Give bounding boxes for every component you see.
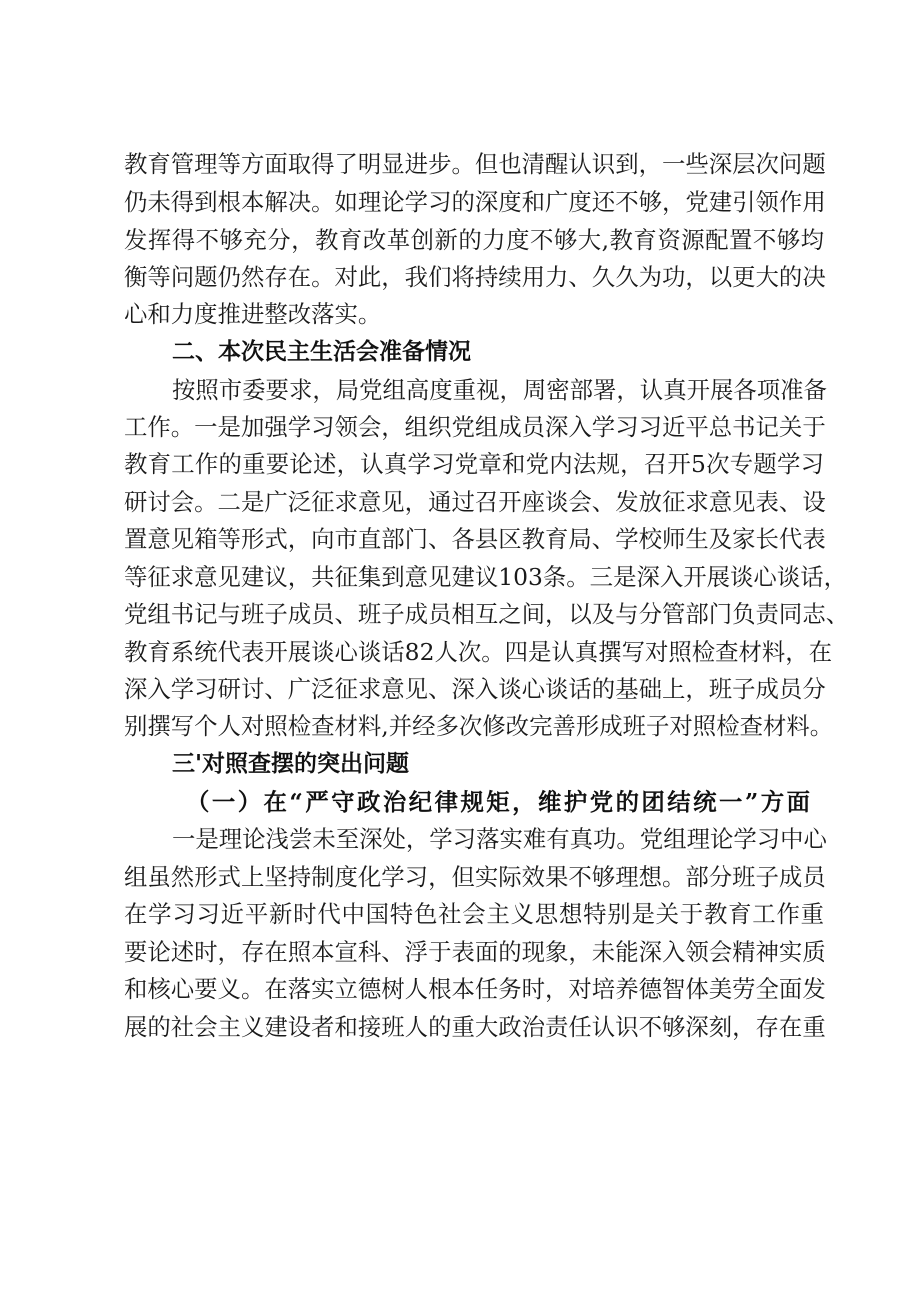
section3-line: 在学习习近平新时代中国特色社会主义思想特别是关于教育工作重 [124, 900, 824, 928]
intro-line: 发挥得不够充分，教育改革创新的力度不够大,教育资源配置不够均 [124, 226, 824, 254]
section2-line: 置意见箱等形式，向市直部门、各县区教育局、学校师生及家长代表 [124, 525, 826, 553]
section3-heading: 三'对照查摆的突出问题 [172, 751, 410, 777]
section2-line: 工作。一是加强学习领会，组织党组成员深入学习习近平总书记关于 [124, 413, 826, 441]
section2-line: 别撰写个人对照检查材料,并经多次修改完善形成班子对照检查材料。 [124, 712, 834, 740]
section2-line: 按照市委要求，局党组高度重视，周密部署，认真开展各项准备 [172, 376, 827, 404]
section3-line: 一是理论浅尝未至深处，学习落实难有真功。党组理论学习中心 [172, 825, 827, 853]
section3-line: 组虽然形式上坚持制度化学习，但实际效果不够理想。部分班子成员 [124, 863, 826, 891]
section2-line: 研讨会。二是广泛征求意见，通过召开座谈会、发放征求意见表、设 [124, 488, 826, 516]
section3-subheading: （一）在“严守政治纪律规矩，维护党的团结统一”方面 [186, 788, 810, 816]
section2-line: 党组书记与班子成员、班子成员相互之间，以及与分管部门负责同志、 [124, 600, 850, 628]
intro-line: 衡等问题仍然存在。对此，我们将持续用力、久久为功，以更大的决 [124, 263, 826, 291]
section3-line: 和核心要义。在落实立德树人根本任务时，对培养德智体美劳全面发 [124, 975, 826, 1003]
section3-line: 要论述时，存在照本宣科、浮于表面的现象，未能深入领会精神实质 [124, 938, 826, 966]
section2-line: 教育工作的重要论述，认真学习党章和党内法规，召开5次专题学习 [124, 450, 824, 478]
section3-line: 展的社会主义建设者和接班人的重大政治责任认识不够深刻，存在重 [124, 1013, 826, 1041]
section2-heading: 二、本次民主生活会准备情况 [172, 339, 471, 365]
section2-line: 教育系统代表开展谈心谈话82人次。四是认真撰写对照检查材料，在 [124, 638, 833, 666]
intro-line: 教育管理等方面取得了明显进步。但也清醒认识到，一些深层次问题 [124, 150, 826, 178]
intro-line: 仍未得到根本解决。如理论学习的深度和广度还不够，党建引领作用 [124, 188, 826, 216]
section2-line: 等征求意见建议，共征集到意见建议103条。三是深入开展谈心谈话， [124, 563, 847, 591]
section2-line: 深入学习研讨、广泛征求意见、深入谈心谈话的基础上，班子成员分 [124, 675, 826, 703]
intro-line: 心和力度推进整改落实。 [124, 300, 382, 328]
